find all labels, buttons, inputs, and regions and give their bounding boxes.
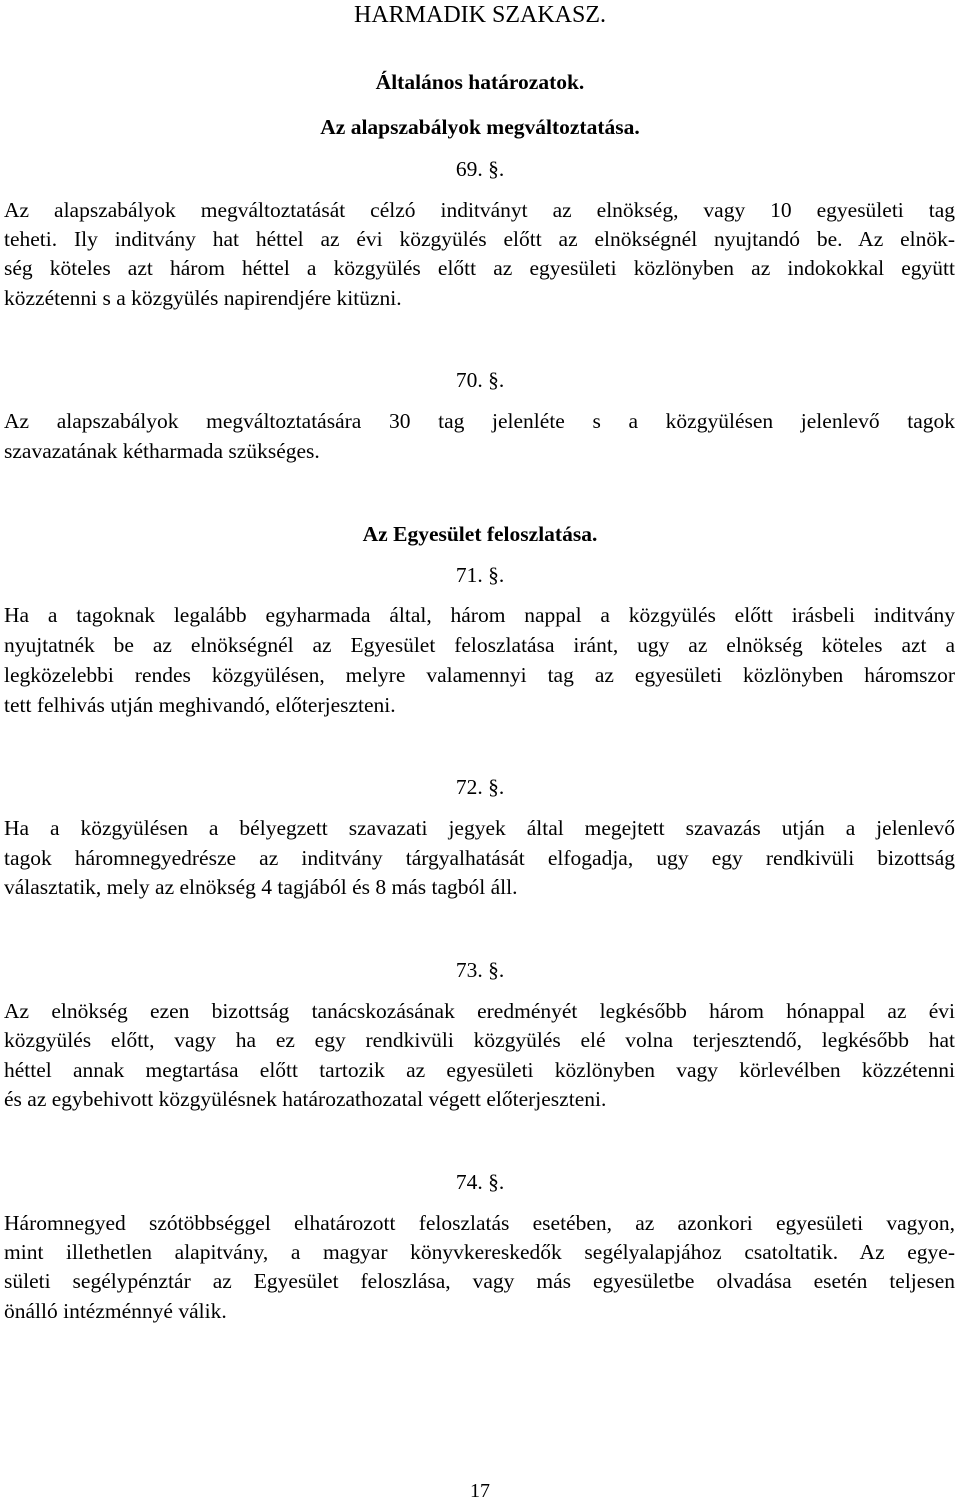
paragraph-73-line-2: közgyülés előtt, vagy ha ez egy rendkivüli közgyülés elé volna terjesztendő, legkésőbb hat [4, 1028, 955, 1052]
paragraph-74-line-1: Háromnegyed szótöbbséggel elhatározott feloszlatás esetében, az azonkori egyesületi vagyon, [4, 1211, 955, 1235]
paragraph-71-line-2: nyujtatnék be az elnökségnél az Egyesület feloszlatása iránt, ugy az elnökség köteles azt a [4, 633, 955, 657]
paragraph-71-line-1: Ha a tagoknak legalább egyharmada által, három nappal a közgyülés előtt irásbeli inditvány [4, 603, 955, 627]
paragraph-71-line-3: legközelebbi rendes közgyülésen, melyre valamennyi tag az egyesületi közlönyben háromszor [4, 663, 955, 687]
paragraph-73-line-3: héttel annak megtartása előtt tartozik az egyesületi közlönyben vagy körlevélben közzétenni [4, 1058, 955, 1082]
paragraph-69-line-1: Az alapszabályok megváltoztatását célzó inditványt az elnökség, vagy 10 egyesületi tag [4, 198, 955, 222]
paragraph-69-line-3: ség köteles azt három héttel a közgyülés előtt az egyesületi közlönyben az indokokkal együtt [4, 256, 955, 280]
paragraph-number-74: 74. §. [455, 1170, 505, 1194]
paragraph-72-line-3: választatik, mely az elnökség 4 tagjából és 8 más tagból áll. [4, 875, 518, 899]
paragraph-number-69: 69. §. [455, 157, 505, 181]
paragraph-74-line-3: sületi segélypénztár az Egyesület feloszlása, vagy más egyesületbe olvadása esetén teljesen [4, 1269, 955, 1293]
paragraph-number-71: 71. §. [455, 563, 505, 587]
paragraph-72-line-2: tagok háromnegyedrésze az inditvány tárgyalhatását elfogadja, ugy egy rendkivüli bizottság [4, 846, 955, 870]
heading-dissolution: Az Egyesület feloszlatása. [362, 522, 598, 546]
paragraph-73-line-1: Az elnökség ezen bizottság tanácskozásának eredményét legkésőbb három hónappal az évi [4, 999, 955, 1023]
paragraph-number-73: 73. §. [455, 958, 505, 982]
heading-amendment: Az alapszabályok megváltoztatása. [320, 115, 640, 139]
paragraph-number-70: 70. §. [455, 368, 505, 392]
paragraph-73-line-4: és az egybehivott közgyülésnek határozathozatal végett előterjeszteni. [4, 1087, 607, 1111]
paragraph-72-line-1: Ha a közgyülésen a bélyegzett szavazati jegyek által megejtett szavazás utján a jelenlevő [4, 816, 955, 840]
paragraph-69-line-2: teheti. Ily inditvány hat héttel az évi közgyülés előtt az elnökségnél nyujtandó be. Az elnök- [4, 227, 955, 251]
paragraph-70-line-2: szavazatának kétharmada szükséges. [4, 439, 320, 463]
heading-general-provisions: Általános határozatok. [375, 70, 585, 94]
paragraph-74-line-4: önálló intézménnyé válik. [4, 1299, 227, 1323]
page-number: 17 [470, 1480, 490, 1502]
paragraph-number-72: 72. §. [455, 775, 505, 799]
paragraph-74-line-2: mint illethetlen alapitvány, a magyar könyvkereskedők segélyalapjához csatoltatik. Az egye- [4, 1240, 955, 1264]
section-title: HARMADIK SZAKASZ. [353, 2, 606, 28]
paragraph-71-line-4: tett felhivás utján meghivandó, előterjeszteni. [4, 693, 396, 717]
paragraph-69-line-4: közzétenni s a közgyülés napirendjére kitüzni. [4, 286, 402, 310]
paragraph-70-line-1: Az alapszabályok megváltoztatására 30 tag jelenléte s a közgyülésen jelenlevő tagok [4, 409, 955, 433]
